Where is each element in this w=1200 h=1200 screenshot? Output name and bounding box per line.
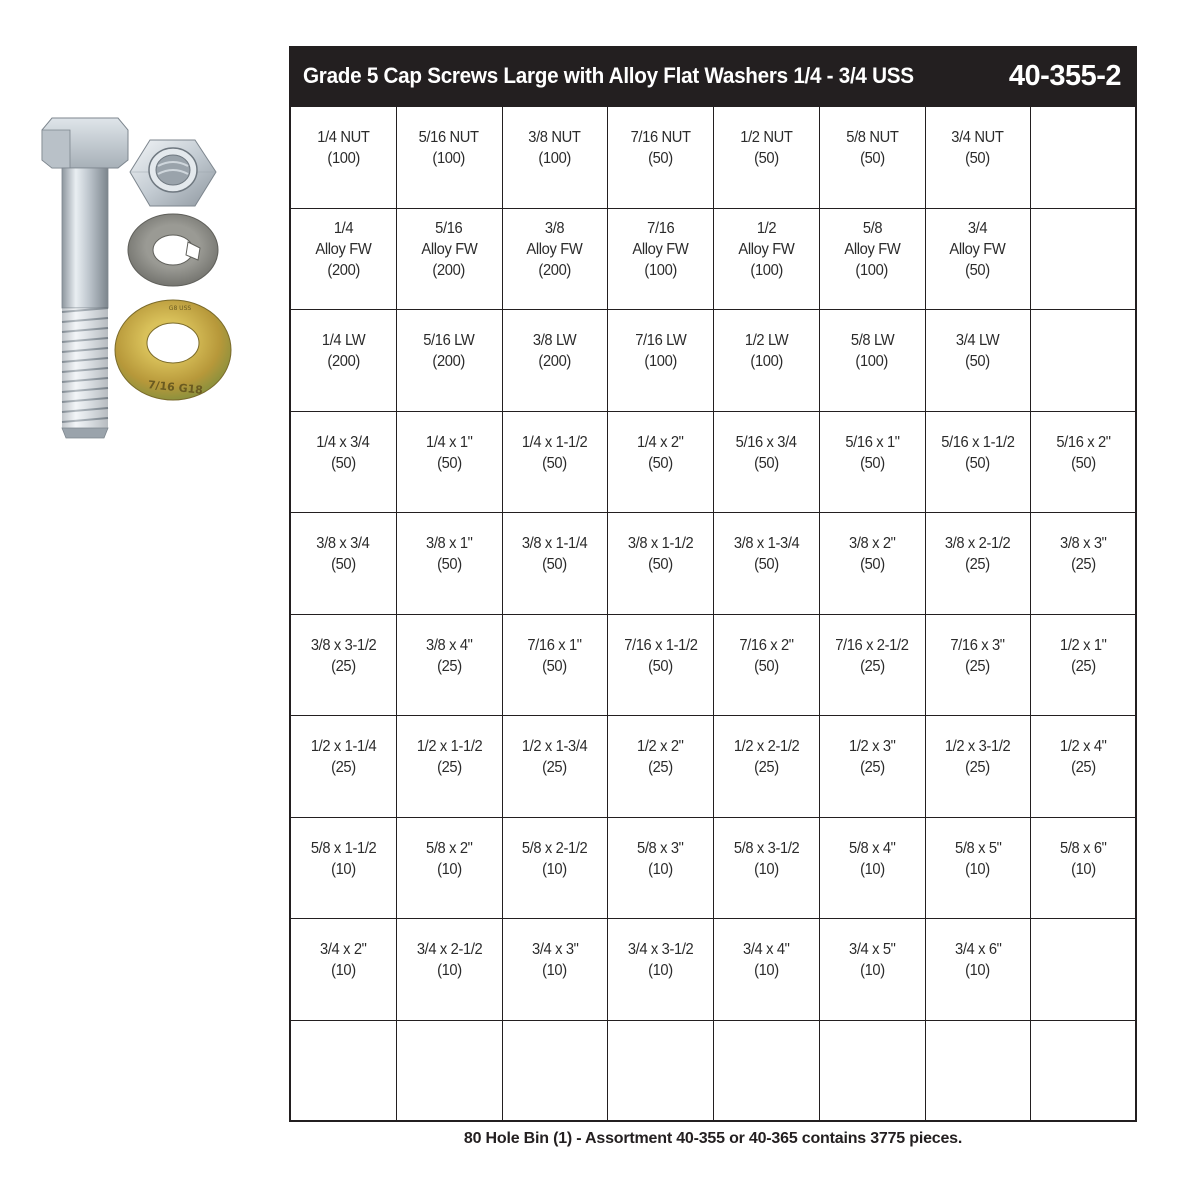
bin-quantity: (200): [538, 262, 572, 280]
bin-cell: [291, 412, 397, 514]
bin-grid: [289, 106, 1137, 1122]
bin-quantity: (200): [432, 262, 466, 280]
bin-size-label: 3/8 x 1-1/2: [627, 535, 694, 553]
bin-cell: [503, 818, 609, 920]
bin-quantity: (25): [331, 759, 356, 777]
bin-cell: [608, 412, 714, 514]
bin-chart: [289, 46, 1137, 1122]
bin-size-label: 3/4 x 6": [954, 941, 1002, 959]
bin-quantity: (25): [1070, 759, 1096, 777]
bin-size-label: 3/8 x 3/4: [316, 535, 370, 553]
bin-cell: [608, 107, 714, 209]
bin-quantity: (50): [331, 556, 356, 574]
bin-cell: [291, 716, 397, 818]
bin-quantity: (25): [648, 759, 673, 777]
bin-cell: [926, 412, 1032, 514]
bin-size-label: 3/4: [968, 220, 988, 238]
bin-quantity: (10): [648, 860, 673, 878]
bin-quantity: (25): [859, 759, 885, 777]
bin-size-label: 5/16 x 3/4: [735, 433, 797, 451]
bin-cell: [397, 716, 503, 818]
bin-size-label: 5/8 x 1-1/2: [310, 839, 377, 857]
bin-quantity: (200): [432, 353, 466, 371]
bin-size-label: Alloy FW: [632, 241, 689, 259]
bin-cell: [926, 513, 1032, 615]
bin-quantity: (200): [327, 262, 360, 280]
bin-cell: [503, 615, 609, 717]
bin-quantity: (100): [538, 150, 572, 168]
bin-size-label: 3/4 NUT: [951, 129, 1004, 147]
bin-quantity: (200): [327, 353, 360, 371]
empty-bin-cell: [820, 1021, 926, 1123]
washer-stamp-small: G8 USS: [168, 305, 192, 312]
bin-size-label: 7/16 NUT: [630, 129, 691, 147]
bin-quantity: (50): [331, 454, 356, 472]
bin-quantity: (10): [542, 962, 568, 980]
bin-quantity: (100): [432, 150, 466, 168]
bin-size-label: 7/16: [647, 220, 675, 238]
bin-quantity: (50): [754, 454, 779, 472]
bin-size-label: 5/8: [862, 220, 882, 238]
bin-quantity: (25): [1070, 556, 1096, 574]
bin-cell: [291, 209, 397, 311]
bin-cell: [291, 818, 397, 920]
bin-size-label: 5/16 x 2": [1055, 433, 1111, 451]
bin-quantity: (25): [542, 759, 568, 777]
bin-cell: [714, 818, 820, 920]
bin-quantity: (50): [542, 556, 568, 574]
bin-cell: [820, 310, 926, 412]
bin-size-label: 3/4 x 2": [320, 941, 367, 959]
bin-cell: [397, 209, 503, 311]
bin-cell: [714, 209, 820, 311]
bin-quantity: (10): [965, 962, 991, 980]
bin-cell: [714, 615, 820, 717]
bin-size-label: Alloy FW: [949, 241, 1006, 259]
bin-cell: [714, 412, 820, 514]
bin-quantity: (10): [859, 962, 885, 980]
bin-size-label: 1/4: [333, 220, 354, 238]
bin-cell: [291, 919, 397, 1021]
bin-size-label: 5/8 x 2-1/2: [522, 839, 588, 857]
bin-size-label: Alloy FW: [844, 241, 901, 259]
bin-cell: [291, 107, 397, 209]
bin-quantity: (50): [436, 454, 462, 472]
bin-cell: [397, 919, 503, 1021]
bin-cell: [503, 107, 609, 209]
bin-size-label: 1/2 LW: [744, 332, 789, 350]
bin-cell: [503, 412, 609, 514]
bin-cell: [608, 209, 714, 311]
washer-stamp: 7/16 G18: [147, 378, 204, 397]
bin-quantity: (50): [542, 657, 568, 675]
bin-size-label: 3/8 x 2": [848, 535, 896, 553]
bin-size-label: 3/4 x 5": [848, 941, 896, 959]
bin-quantity: (10): [965, 860, 991, 878]
bin-cell: [1031, 818, 1137, 920]
bin-quantity: (50): [859, 454, 885, 472]
bin-quantity: (50): [965, 454, 991, 472]
bin-size-label: 3/8 x 1-3/4: [733, 535, 800, 553]
bin-quantity: (10): [859, 860, 885, 878]
bin-cell: [503, 513, 609, 615]
bin-quantity: (25): [965, 759, 991, 777]
bin-quantity: (100): [644, 353, 677, 371]
bin-cell: [1031, 412, 1137, 514]
bin-quantity: (50): [648, 556, 673, 574]
bin-quantity: (50): [436, 556, 462, 574]
bin-quantity: (25): [965, 657, 991, 675]
bin-cell: [820, 716, 926, 818]
empty-bin-cell: [291, 1021, 397, 1123]
lock-washer: [128, 214, 218, 286]
bin-cell: [820, 615, 926, 717]
bin-quantity: (100): [750, 353, 783, 371]
bin-cell: [397, 513, 503, 615]
bin-quantity: (50): [1070, 454, 1096, 472]
bin-size-label: 5/8 x 5": [954, 839, 1002, 857]
bin-size-label: 5/16: [435, 220, 463, 238]
empty-bin-cell: [714, 1021, 820, 1123]
bin-cell: [714, 716, 820, 818]
bin-size-label: 7/16 x 3": [950, 636, 1006, 654]
bin-cell: [608, 615, 714, 717]
bin-size-label: 5/16 LW: [423, 332, 475, 350]
hex-bolt: [42, 118, 128, 438]
bin-quantity: (10): [542, 860, 568, 878]
bin-cell: [291, 513, 397, 615]
empty-bin-cell: [1031, 919, 1137, 1021]
bin-cell: [926, 209, 1032, 311]
bin-cell: [608, 716, 714, 818]
bin-quantity: (25): [436, 657, 462, 675]
bin-size-label: 1/2 x 1-1/4: [310, 738, 377, 756]
bin-cell: [397, 818, 503, 920]
bin-size-label: 5/8 NUT: [846, 129, 899, 147]
bin-cell: [1031, 615, 1137, 717]
bin-size-label: 3/8: [545, 220, 565, 238]
bin-cell: [820, 513, 926, 615]
bin-cell: [608, 818, 714, 920]
chart-header: [289, 46, 1137, 106]
bin-quantity: (50): [542, 454, 568, 472]
bin-size-label: 1/4 x 1-1/2: [522, 433, 588, 451]
bin-size-label: 1/4 x 1": [425, 433, 473, 451]
bin-quantity: (25): [436, 759, 462, 777]
bin-size-label: 1/2 x 2-1/2: [733, 738, 800, 756]
bin-size-label: 7/16 x 1-1/2: [623, 636, 698, 654]
bin-size-label: 5/16 x 1": [844, 433, 900, 451]
bin-quantity: (50): [965, 150, 991, 168]
bin-cell: [397, 107, 503, 209]
bin-size-label: 1/4 x 3/4: [316, 433, 370, 451]
flat-washer: [115, 300, 231, 400]
bin-cell: [926, 310, 1032, 412]
bin-size-label: 7/16 LW: [635, 332, 687, 350]
hex-nut: [130, 140, 216, 206]
bin-quantity: (50): [965, 353, 991, 371]
bin-size-label: 1/2 x 3-1/2: [945, 738, 1011, 756]
bin-cell: [820, 818, 926, 920]
bin-quantity: (10): [648, 962, 673, 980]
bin-quantity: (50): [859, 556, 885, 574]
bin-size-label: Alloy FW: [315, 241, 372, 259]
bin-cell: [926, 716, 1032, 818]
bin-size-label: 3/8 x 1-1/4: [522, 535, 588, 553]
bin-size-label: 3/8 x 3": [1059, 535, 1107, 553]
empty-bin-cell: [608, 1021, 714, 1123]
bin-size-label: 1/2 x 1-3/4: [522, 738, 588, 756]
empty-bin-cell: [1031, 1021, 1137, 1123]
bin-cell: [503, 310, 609, 412]
bin-cell: [926, 615, 1032, 717]
bin-size-label: 1/4 NUT: [317, 129, 370, 147]
bin-quantity: (50): [965, 262, 991, 280]
empty-bin-cell: [1031, 310, 1137, 412]
bin-cell: [820, 919, 926, 1021]
bin-cell: [503, 209, 609, 311]
bin-size-label: 5/8 x 6": [1059, 839, 1107, 857]
bin-size-label: 3/4 x 3": [531, 941, 579, 959]
bin-quantity: (25): [859, 657, 885, 675]
bin-quantity: (100): [855, 353, 889, 371]
bin-quantity: (50): [648, 454, 673, 472]
bin-quantity: (25): [754, 759, 779, 777]
bin-size-label: 1/2: [756, 220, 777, 238]
product-image: [30, 110, 270, 460]
empty-bin-cell: [926, 1021, 1032, 1123]
bin-cell: [714, 310, 820, 412]
bin-size-label: 1/2 x 1": [1059, 636, 1107, 654]
bin-size-label: 7/16 x 2": [739, 636, 794, 654]
bin-cell: [608, 310, 714, 412]
bin-quantity: (10): [754, 962, 779, 980]
bin-size-label: 7/16 x 2-1/2: [835, 636, 909, 654]
bin-size-label: 5/8 x 4": [848, 839, 896, 857]
bin-cell: [291, 310, 397, 412]
empty-bin-cell: [503, 1021, 609, 1123]
bin-cell: [926, 818, 1032, 920]
bin-quantity: (100): [855, 262, 889, 280]
bin-size-label: 1/2 x 4": [1059, 738, 1107, 756]
bin-cell: [397, 310, 503, 412]
bin-size-label: 3/4 x 3-1/2: [627, 941, 694, 959]
bin-quantity: (10): [754, 860, 779, 878]
bin-size-label: Alloy FW: [526, 241, 583, 259]
bin-size-label: 3/8 x 1": [425, 535, 473, 553]
bin-quantity: (25): [1070, 657, 1096, 675]
bin-cell: [820, 209, 926, 311]
bin-size-label: 3/8 x 3-1/2: [310, 636, 377, 654]
bin-size-label: 3/4 x 4": [743, 941, 790, 959]
bin-quantity: (10): [1070, 860, 1096, 878]
bin-size-label: 3/8 NUT: [528, 129, 581, 147]
bin-cell: [608, 919, 714, 1021]
bin-cell: [1031, 716, 1137, 818]
part-number: 40-355-2: [1008, 59, 1121, 92]
bin-size-label: 1/2 x 3": [848, 738, 896, 756]
chart-title: Grade 5 Cap Screws Large with Alloy Flat Washers 1/4 - 3/4 USS: [303, 63, 914, 88]
empty-bin-cell: [1031, 107, 1137, 209]
bin-cell: [503, 919, 609, 1021]
bin-cell: [820, 107, 926, 209]
bin-quantity: (100): [750, 262, 783, 280]
bin-quantity: (50): [648, 657, 673, 675]
bin-quantity: (25): [965, 556, 991, 574]
bin-cell: [820, 412, 926, 514]
bin-size-label: 5/16 NUT: [419, 129, 480, 147]
bin-size-label: 3/4 x 2-1/2: [416, 941, 482, 959]
bin-quantity: (10): [436, 860, 462, 878]
bin-quantity: (10): [331, 962, 356, 980]
bin-cell: [714, 107, 820, 209]
bin-size-label: 1/2 x 1-1/2: [416, 738, 482, 756]
bin-cell: [397, 412, 503, 514]
bin-cell: [714, 919, 820, 1021]
bin-quantity: (100): [644, 262, 677, 280]
bin-cell: [714, 513, 820, 615]
footnote: 80 Hole Bin (1) - Assortment 40-355 or 40-365 contains 3775 pieces.: [463, 1130, 963, 1147]
bin-cell: [926, 107, 1032, 209]
bin-size-label: 3/8 LW: [533, 332, 577, 350]
bin-cell: [291, 615, 397, 717]
bin-quantity: (50): [754, 657, 779, 675]
empty-bin-cell: [397, 1021, 503, 1123]
bin-size-label: 1/2 NUT: [740, 129, 793, 147]
bin-cell: [503, 716, 609, 818]
bin-size-label: 3/4 LW: [956, 332, 1000, 350]
bin-quantity: (200): [538, 353, 572, 371]
bin-size-label: 3/8 x 2-1/2: [945, 535, 1011, 553]
bin-size-label: 1/4 x 2": [637, 433, 684, 451]
bin-size-label: 1/2 x 2": [637, 738, 684, 756]
bin-quantity: (50): [648, 150, 673, 168]
bin-size-label: 7/16 x 1": [527, 636, 583, 654]
bin-size-label: 5/8 x 3-1/2: [733, 839, 800, 857]
bin-size-label: 5/8 x 2": [425, 839, 473, 857]
bin-size-label: Alloy FW: [421, 241, 478, 259]
bin-size-label: 3/8 x 4": [425, 636, 473, 654]
bin-quantity: (50): [754, 556, 779, 574]
empty-bin-cell: [1031, 209, 1137, 311]
bin-size-label: 5/8 LW: [850, 332, 894, 350]
bin-size-label: 1/4 LW: [321, 332, 366, 350]
bin-size-label: Alloy FW: [738, 241, 795, 259]
bin-size-label: 5/16 x 1-1/2: [941, 433, 1015, 451]
bin-quantity: (10): [331, 860, 356, 878]
bin-cell: [397, 615, 503, 717]
bin-cell: [1031, 513, 1137, 615]
bin-quantity: (100): [327, 150, 360, 168]
bin-size-label: 5/8 x 3": [637, 839, 684, 857]
bin-quantity: (10): [436, 962, 462, 980]
bin-quantity: (50): [754, 150, 779, 168]
bin-quantity: (50): [859, 150, 885, 168]
bin-cell: [608, 513, 714, 615]
bin-cell: [926, 919, 1032, 1021]
bin-quantity: (25): [331, 657, 356, 675]
